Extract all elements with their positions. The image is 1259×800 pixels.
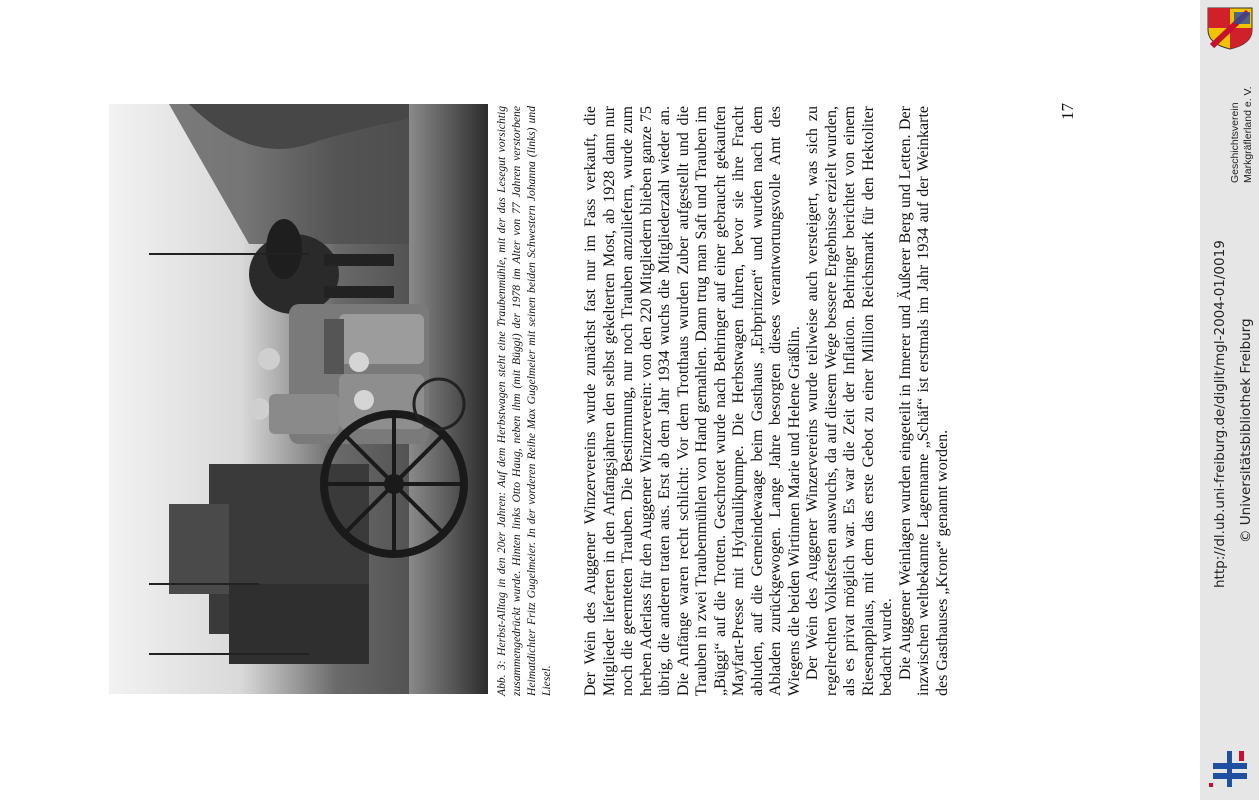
- photo-caption: Abb. 3: Herbst-Alltag in den 20er Jahren: Auf dem Herbstwagen steht eine Traubenmühle, mit der das Lesegut vorsichtig zusammengedrückt wurde. Hinten links Otto Haug, neben ihm (mit Büggi) der 1978 im Alter von 77 Jahren verstorbene Heimatdichter Fritz Gugelmeier. In der vorderen Reihe Max Gugelmeier mit seinen beiden Schwestern Johanna (links) und Liesel.: [495, 106, 553, 696]
- paragraph-2: Der Wein des Auggener Winzervereins wurde teilweise auch versteigert, was sich zu regelrechten Volksfesten auswuchs, da auf diesem Wege bessere Ergebnisse erzielt wurden, als es privat möglich war. Es war die Zeit der Inflation. Behringer berichtet von einem Riesenapplaus, mit dem das erste Gebot zu einer Million Reichsmark für den Hektoliter bedacht wurde.: [804, 106, 895, 696]
- paragraph-3: Die Auggener Weinlagen wurden eingeteilt in Innerer und Äußerer Berg und Letten. Der inzwischen weltbekannte Lagenname „Schäf“ ist erstmals im Jahr 1934 auf der Weinkarte des Gasthauses „Krone“ genannt worden.: [896, 106, 951, 696]
- photo-content: [109, 104, 488, 694]
- association-line-2: Markgräflerland e. V.: [1242, 86, 1254, 183]
- page-number: 17: [1058, 103, 1077, 120]
- copyright-notice: © Universitätsbibliothek Freiburg: [1238, 318, 1254, 543]
- association-line-1: Geschichtsverein: [1229, 102, 1241, 183]
- association-name: [1229, 87, 1255, 184]
- university-library-logo-icon: [1207, 747, 1253, 791]
- coat-of-arms-icon: [1206, 6, 1254, 50]
- historical-photo: [109, 104, 488, 694]
- article-body: [582, 106, 952, 696]
- document-url-link[interactable]: http://dl.ub.uni-freiburg.de/diglit/mgl-2004-01/0019: [1212, 240, 1228, 588]
- paragraph-1: Der Wein des Auggener Winzervereins wurde zunächst fast nur im Fass verkauft, die Mitglieder lieferten in den Anfangsjahren den selbst gekelterten Most, ab 1928 dann nur noch die geernteten Trauben. Die Bestimmung, nur noch Trauben anzuliefern, wurde zum herben Aderlass für den Auggener Winzerverein: von den 220 Mitgliedern blieben ganze 75 übrig, die anderen traten aus. Erst ab dem Jahr 1934 wuchs die Mitgliederzahl wieder an. Die Anfänge waren recht schlicht: Vor dem Trotthaus wurden Zuber aufgestellt und die Trauben in zwei Traubenmühlen von Hand gemahlen. Dann trug man Saft und Trauben im „Büggi“ auf die Trotten. Geschrotet wurde nach Behringer auf einer gebraucht gekauften Mayfart-Presse mit Hydraulikpumpe. Die Herbstwagen fuhren, bevor sie ihre Fracht abluden, auf die Gemeindewaage beim Gasthaus „Erbprinzen“ und wurden nach dem Abladen zurückgewogen. Lange Jahre besorgten dieses verantwortungsvolle Amt des Wiegens die beiden Wirtinnen Marie und Helene Gräßlin.: [582, 106, 803, 696]
